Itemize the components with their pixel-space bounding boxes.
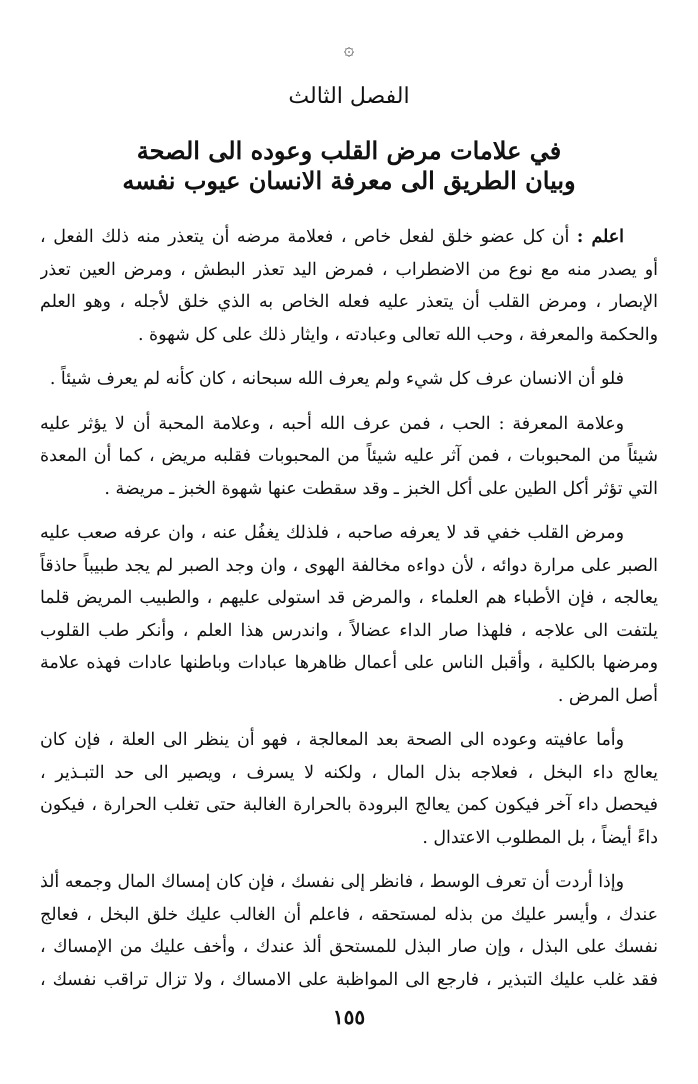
paragraph <box>40 724 658 854</box>
paragraph-line: والحكمة والمعرفة ، وحب الله تعالى وعبادته ، وايثار ذلك على كل شهوة . <box>137 324 658 345</box>
paragraph-line: وأما عافيته وعوده الى الصحة بعد المعالجة ، فهو أن ينظر الى العلة ، فإن كان <box>40 730 624 750</box>
ornament-icon: ۞ <box>343 39 355 60</box>
chapter-title: الفصل الثالث <box>288 84 410 109</box>
paragraph-line: ومرض القلب خفي قد لا يعرفه صاحبه ، فلذلك يغفُل عنه ، وان عرفه صعب عليه <box>40 523 624 543</box>
paragraph-line: الإبصار ، ومرض القلب أن يتعذر عليه فعله الخاص به الذي خلق لأجله ، وهو العلم <box>40 292 658 312</box>
paragraph-line: ومرضها بالكلية ، وأقبل الناس على أعمال ظاهرها عبادات وباطنها عادات فهذه علامة <box>40 653 658 673</box>
paragraph-line <box>40 221 658 254</box>
paragraph-line: عندك ، وأيسر عليك من بذله لمستحقه ، فاعلم أن الغالب عليك خلق البخل ، فعالج <box>40 904 658 925</box>
paragraph <box>40 866 658 996</box>
paragraph <box>40 221 658 351</box>
paragraph-line-text: أن كل عضو خلق لفعل خاص ، فعلامة مرضه أن يتعذر منه ذلك الفعل ، <box>40 227 577 247</box>
paragraph-line: وإذا أردت أن تعرف الوسط ، فانظر إلى نفسك ، فإن كان إمساك المال وجمعه ألذ <box>40 872 624 892</box>
paragraph-line: يلتفت الى علاجه ، فلهذا صار الداء عضالاً ، واندرس هذا العلم ، وأنكر طب القلوب <box>40 620 658 641</box>
paragraph-line: شيئاً من المحبوبات ، فمن آثر عليه شيئاً من المحبوبات فقلبه مريض ، كما أن المعدة <box>40 446 658 466</box>
page-number: ١٥٥ <box>332 1005 366 1029</box>
body-text <box>40 221 658 1008</box>
paragraph-line: أو يصدر منه مع نوع من الاضطراب ، فمرض اليد تعذر البطش ، ومرض العين تعذر <box>40 259 658 280</box>
paragraph <box>40 517 658 712</box>
paragraph-line: أصل المرض . <box>557 685 658 706</box>
paragraph-line: التي تؤثر أكل الطين على أكل الخبز ـ وقد سقطت عنها شهوة الخبز ـ مريضة . <box>104 478 658 499</box>
paragraph-line: يعالج داء البخل ، فعلاجه بذل المال ، ولكنه لا يسرف ، ويصير الى حد التبـذير ، <box>40 762 658 783</box>
paragraph-line: فقد غلب عليك التبذير ، فارجع الى المواظبة على الامساك ، ولا تزال تراقب نفسك ، <box>40 969 658 990</box>
paragraph-lead-word: اعلم : <box>576 227 625 247</box>
paragraph-line: الصبر على مرارة دوائه ، لأن دواءه مخالفة الهوى ، وان وجد الصبر لم يجد طبيباً حاذقاً <box>40 555 658 576</box>
paragraph-line: نفسك على البذل ، وإن صار البذل للمستحق ألذ عندك ، وأخف عليك من الإمساك ، <box>40 937 658 957</box>
main-title-line-2: وبيان الطريق الى معرفة الانسان عيوب نفسه <box>122 166 576 195</box>
paragraph <box>40 363 658 396</box>
paragraph <box>40 408 658 506</box>
main-title-line-1: في علامات مرض القلب وعوده الى الصحة <box>136 136 562 165</box>
paragraph-line: فلو أن الانسان عرف كل شيء ولم يعرف الله سبحانه ، كان كأنه لم يعرف شيئاً . <box>49 369 624 389</box>
paragraph-line: داءً أيضاً ، بل المطلوب الاعتدال . <box>422 827 658 848</box>
paragraph-line: يعالجه ، فإن الأطباء هم العلماء ، والمرض قد استولى عليهم ، والطبيب المريض قلما <box>40 588 658 608</box>
paragraph-line: وعلامة المعرفة : الحب ، فمن عرف الله أحبه ، وعلامة المحبة أن لا يؤثر عليه <box>40 413 624 434</box>
paragraph-line: فيحصل داء آخر فيكون كمن يعالج البرودة بالحرارة الغالبة حتى تغلب الحرارة ، فيكون <box>40 795 658 815</box>
